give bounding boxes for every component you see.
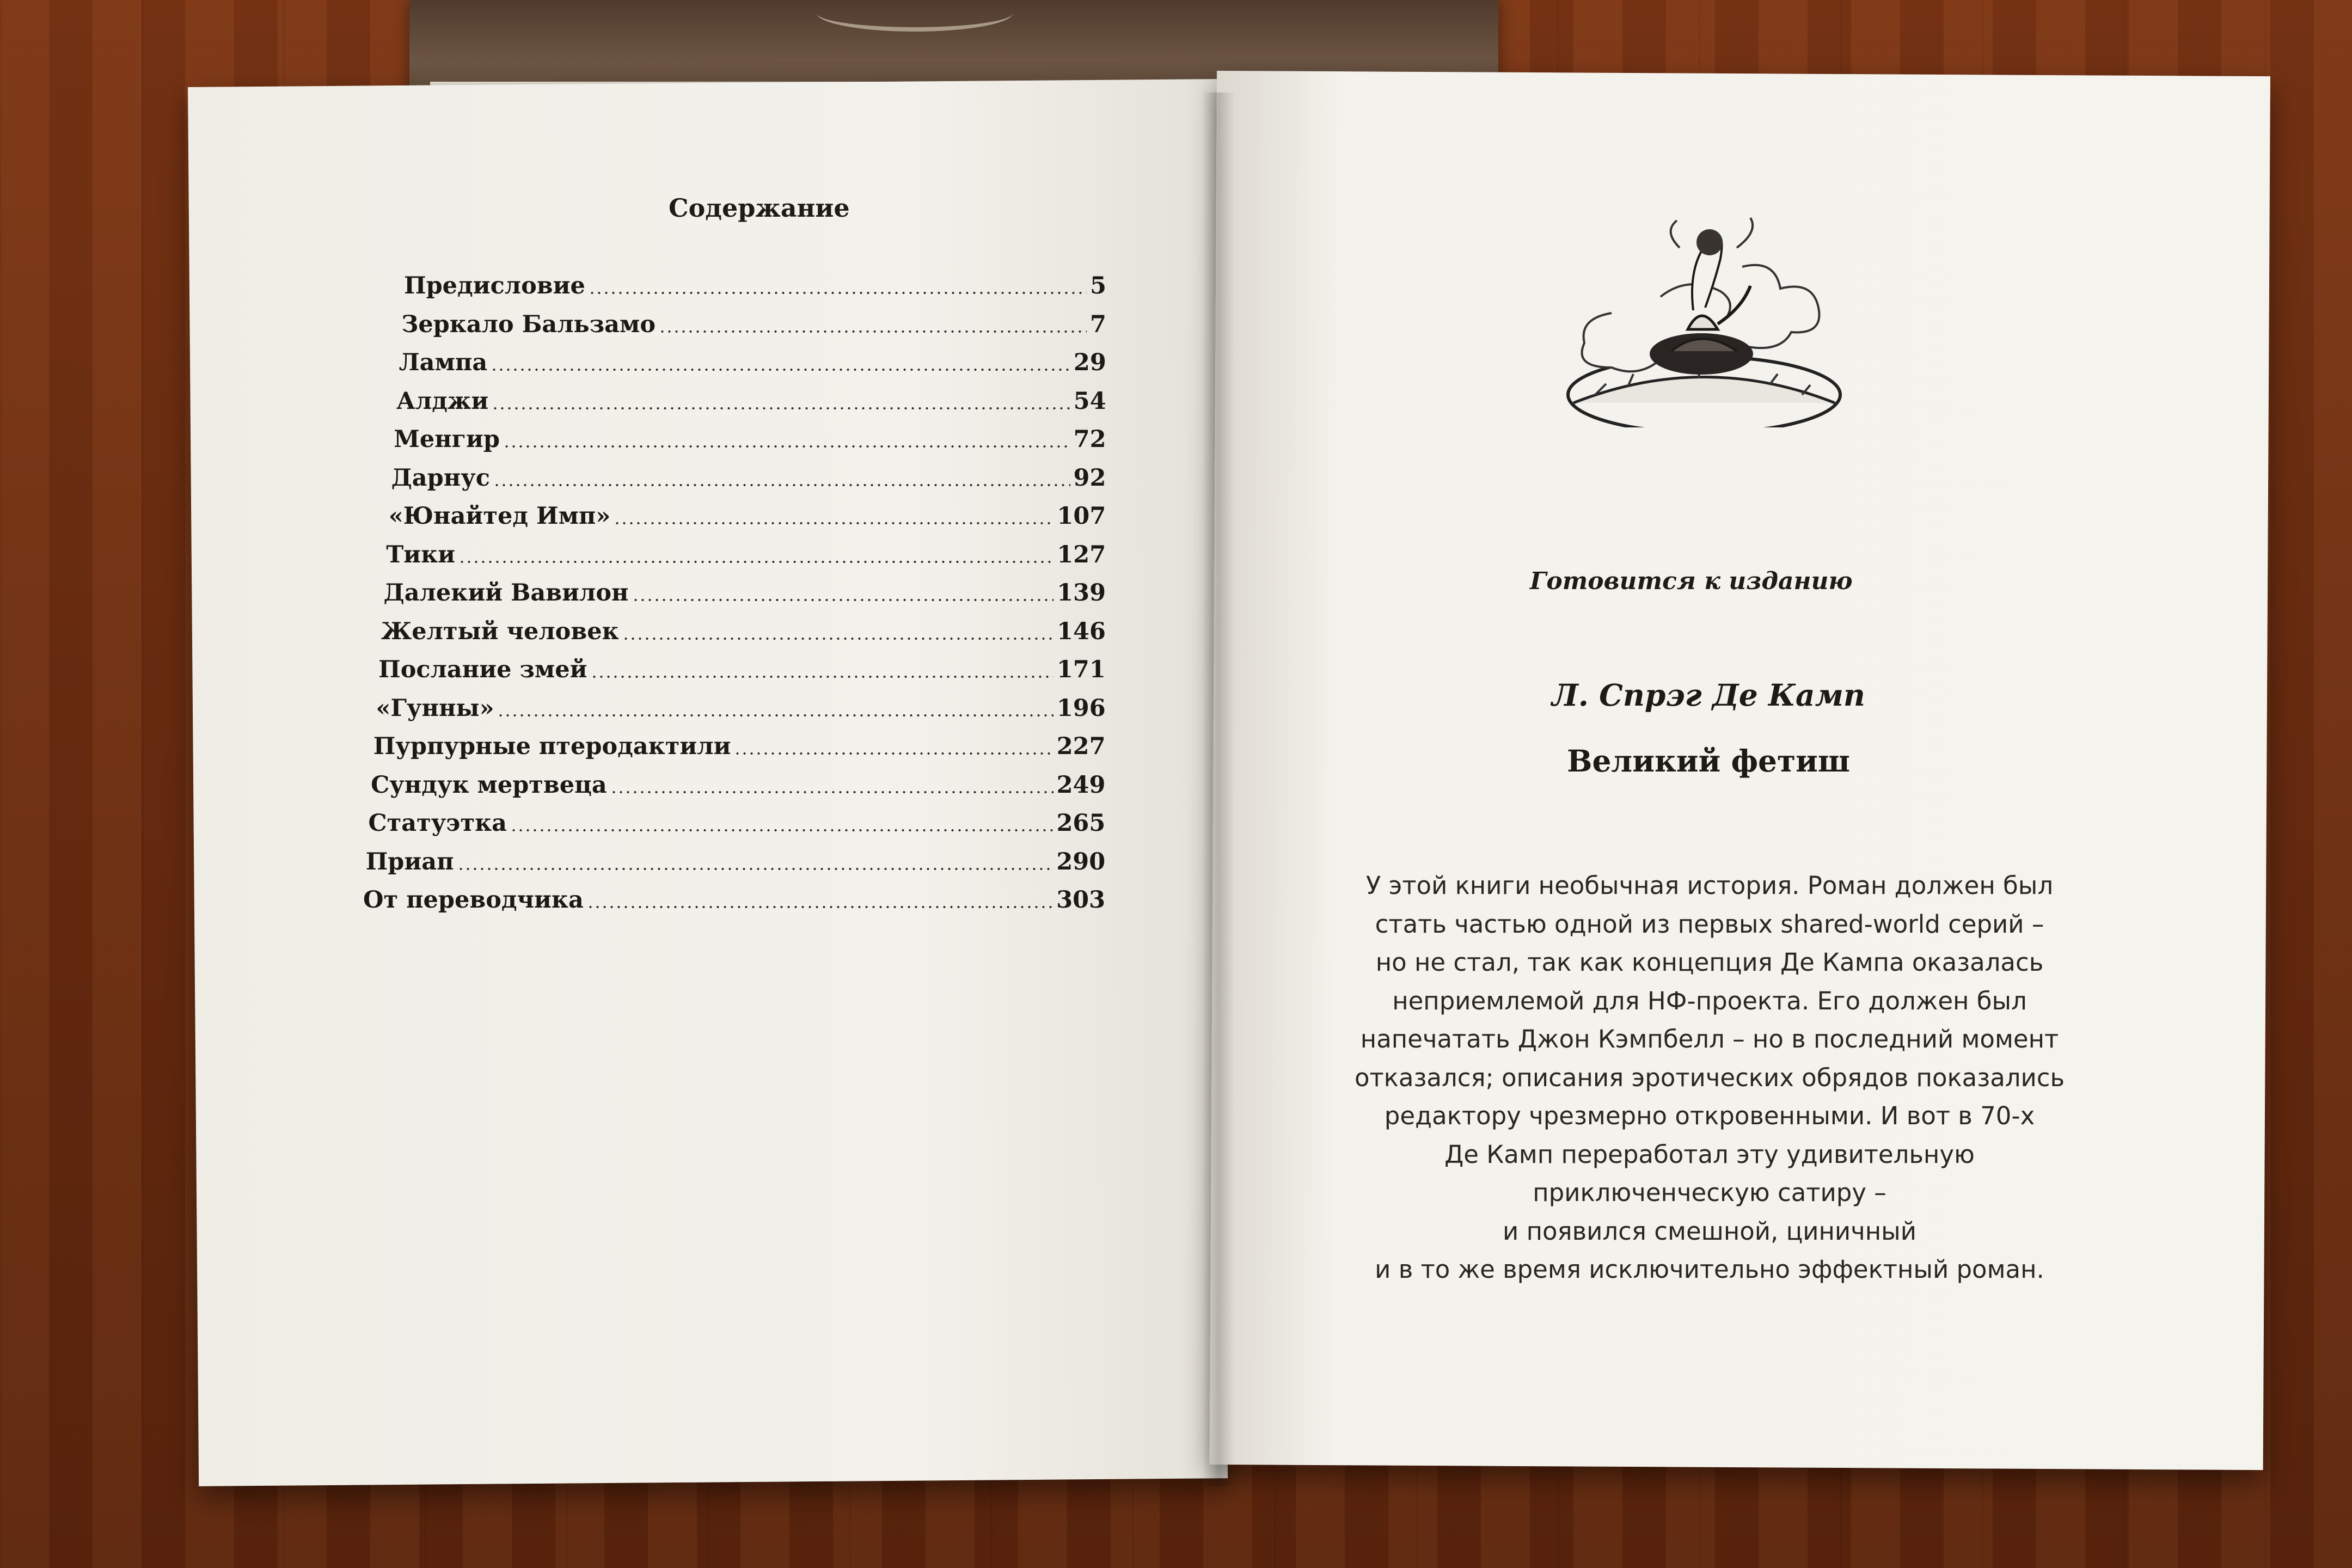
toc-leader-dots — [659, 330, 1087, 333]
blurb-line: и в то же время исключительно эффектный роман. — [1375, 1255, 2044, 1284]
toc-entry — [371, 771, 1105, 799]
blurb-line: приключенческую сатиру – — [1533, 1178, 1886, 1207]
toc-entry-page: 92 — [1073, 464, 1106, 492]
toc-entry-page: 5 — [1090, 272, 1106, 299]
toc-entry — [368, 810, 1105, 837]
toc-entry-title: Пурпурные птеродактили — [373, 733, 731, 760]
toc-entry — [396, 388, 1106, 415]
toc-entry-page: 227 — [1056, 733, 1106, 760]
blurb-line: У этой книги необычная история. Роман должен был — [1365, 871, 2054, 900]
toc-entry — [404, 272, 1106, 299]
toc-leader-dots — [622, 638, 1054, 640]
blurb-line: неприемлемой для НФ-проекта. Его должен был — [1392, 986, 2027, 1015]
blurb-line: напечатать Джон Кэмпбелл – но в последний момент — [1360, 1025, 2059, 1054]
toc-leader-dots — [589, 292, 1087, 294]
toc-entry-page: 303 — [1056, 886, 1105, 914]
toc-entry-page: 249 — [1056, 771, 1106, 799]
toc-leader-dots — [510, 829, 1053, 831]
toc-entry-title: Желтый человек — [381, 617, 619, 645]
toc-entry-title: Зеркало Бальзамо — [401, 310, 656, 338]
toc-entry-title: Лампа — [399, 349, 488, 376]
toc-leader-dots — [457, 868, 1054, 870]
toc-entry — [381, 618, 1106, 645]
toc-entry-page: 196 — [1056, 694, 1106, 722]
toc-leader-dots — [491, 369, 1070, 371]
toc-leader-dots — [497, 714, 1053, 716]
toc-entry-page: 7 — [1089, 310, 1106, 338]
blurb-line: стать частью одной из первых shared-world серий – — [1375, 909, 2044, 939]
toc-leader-dots — [614, 522, 1054, 524]
blurb-line: и появился смешной, циничный — [1503, 1216, 1916, 1246]
toc-entry-title: Статуэтка — [368, 810, 507, 837]
toc-entry — [378, 656, 1106, 683]
toc-leader-dots — [610, 791, 1054, 793]
toc-leader-dots — [458, 561, 1054, 563]
toc-entry — [386, 541, 1106, 568]
toc-entry — [366, 848, 1105, 875]
toc-leader-dots — [734, 752, 1053, 755]
toc-entry-page: 107 — [1057, 503, 1106, 530]
toc-entry — [384, 579, 1106, 607]
toc-entry-title: Дарнус — [391, 464, 490, 492]
toc-title: Содержание — [669, 193, 850, 223]
toc-entry-page: 127 — [1057, 541, 1106, 568]
toc-entry-page: 171 — [1056, 656, 1106, 683]
toc-entry-page: 72 — [1073, 426, 1106, 453]
toc-entry-title: Предисловие — [404, 272, 585, 299]
toc-entry-page: 265 — [1056, 810, 1106, 837]
blurb-line: редактору чрезмерно откровенными. И вот в 70-х — [1384, 1101, 2035, 1130]
toc-leader-dots — [492, 407, 1070, 409]
lamp-on-globe-illustration-icon — [1563, 215, 1846, 427]
toc-entry-title: От переводчика — [363, 886, 584, 914]
toc-entry-page: 146 — [1057, 617, 1106, 645]
toc-entry — [376, 695, 1105, 722]
toc-entry-title: Тики — [386, 541, 456, 568]
toc-leader-dots — [632, 599, 1054, 601]
toc-entry — [391, 464, 1106, 492]
toc-entry-title: Послание змей — [378, 656, 587, 683]
toc-leader-dots — [587, 906, 1053, 908]
toc-entry-title: «Гунны» — [376, 694, 494, 722]
toc-entry-title: Менгир — [394, 426, 500, 453]
blurb-line: Де Камп переработал эту удивительную — [1444, 1140, 1975, 1169]
blurb-line: но не стал, так как концепция Де Кампа оказалась — [1375, 948, 2044, 977]
toc-entry — [389, 503, 1106, 530]
toc-entry — [401, 311, 1106, 338]
toc-leader-dots — [591, 676, 1054, 678]
book-title: Великий фетиш — [1566, 743, 1851, 779]
toc-entry-title: «Юнайтед Имп» — [388, 503, 611, 530]
toc-leader-dots — [503, 445, 1070, 448]
toc-entry-title: Далекий Вавилон — [383, 579, 629, 607]
toc-entry — [363, 886, 1105, 914]
toc-entry — [373, 733, 1106, 760]
toc-entry — [399, 349, 1106, 376]
announcement: Готовится к изданию — [1530, 567, 1853, 595]
toc-entry-title: Сундук мертвеца — [371, 771, 607, 799]
toc-leader-dots — [493, 484, 1070, 486]
toc-entry — [394, 426, 1106, 453]
toc-entry-page: 29 — [1073, 349, 1106, 376]
toc-entry-page: 139 — [1057, 579, 1106, 607]
toc-entry-title: Приап — [365, 848, 454, 875]
toc-entry-page: 290 — [1056, 848, 1106, 875]
blurb-line: отказался; описания эротических обрядов показались — [1354, 1063, 2065, 1092]
toc-entry-title: Алджи — [396, 387, 489, 415]
toc-entry-page: 54 — [1073, 387, 1106, 415]
author-name: Л. Спрэг Де Камп — [1552, 677, 1865, 713]
